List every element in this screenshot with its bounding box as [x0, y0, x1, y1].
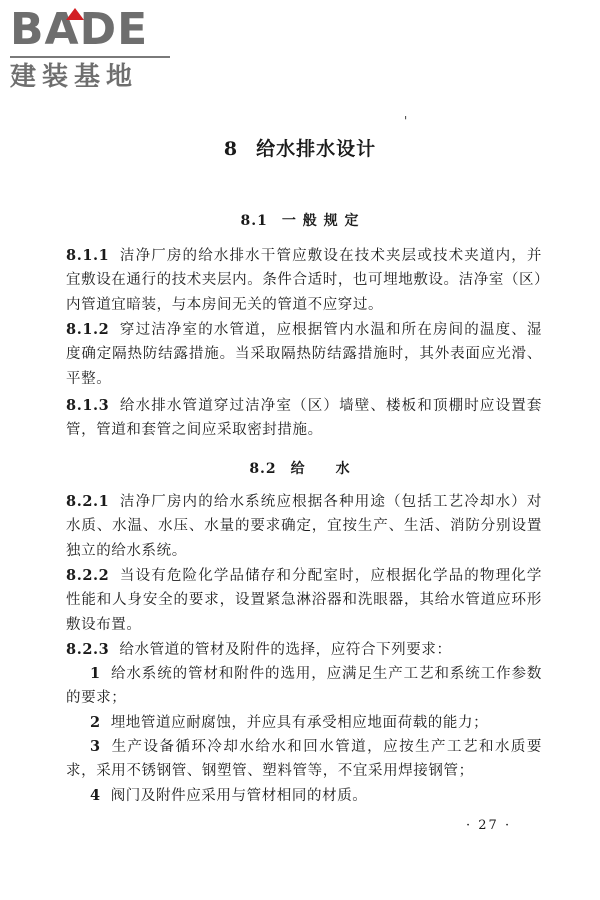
chapter-title-text: 给水排水设计	[256, 138, 377, 160]
list-item	[66, 662, 542, 711]
clause-text: 给水管道的管材及附件的选择，应符合下列要求：	[119, 642, 452, 658]
page-number: · 27 ·	[466, 818, 512, 833]
section-title-text: 给 水	[290, 461, 351, 477]
list-item-text: 给水系统的管材和附件的选用，应满足生产工艺和系统工作参数的要求；	[66, 666, 542, 707]
clause-8-1-1	[66, 244, 542, 317]
stray-mark: '	[404, 114, 408, 128]
list-item-number: 2	[90, 714, 101, 731]
clause-8-1-2	[66, 318, 542, 391]
clause-number: 8.1.3	[66, 397, 110, 414]
clause-8-2-2	[66, 564, 542, 637]
clause-number: 8.2.2	[66, 567, 110, 584]
clause-number: 8.2.1	[66, 493, 110, 510]
logo-word-text: BADE	[10, 4, 149, 55]
clause-8-2-1	[66, 490, 542, 563]
clause-8-1-3	[66, 394, 542, 443]
list-item-number: 1	[90, 665, 101, 682]
logo-subtitle: 建装基地	[10, 62, 139, 92]
clause-number: 8.1.2	[66, 321, 110, 338]
logo-triangle-icon	[66, 8, 84, 20]
clause-text: 洁净厂房内的给水系统应根据各种用途（包括工艺冷却水）对水质、水温、水压、水量的要求确定，宜按生产、生活、消防分别设置独立的给水系统。	[66, 494, 542, 559]
bade-logo	[10, 6, 180, 96]
chapter-number: 8	[223, 138, 239, 160]
list-item	[66, 711, 542, 735]
clause-text: 穿过洁净室的水管道，应根据管内水温和所在房间的温度、湿度确定隔热防结露措施。当采取隔热防结露措施时，其外表面应光滑、平整。	[66, 322, 542, 387]
clause-8-2-3	[66, 638, 542, 662]
list-item	[66, 735, 542, 784]
list-item-number: 3	[90, 738, 101, 755]
clause-text: 给水排水管道穿过洁净室（区）墙壁、楼板和顶棚时应设置套管，管道和套管之间应采取密封措施。	[66, 398, 542, 439]
clause-text: 当设有危险化学品储存和分配室时，应根据化学品的物理化学性能和人身安全的要求，设置紧急淋浴器和洗眼器，其给水管道应环形敷设布置。	[66, 568, 542, 633]
section-title-text: 一 般 规 定	[281, 213, 360, 229]
section-number: 8.1	[240, 213, 268, 229]
list-item-text: 阀门及附件应采用与管材相同的材质。	[110, 788, 368, 804]
section-heading-8-1	[0, 210, 600, 230]
list-item	[66, 784, 542, 808]
list-item-number: 4	[90, 787, 101, 804]
section-heading-8-2	[0, 458, 600, 478]
section-number: 8.2	[249, 461, 277, 477]
logo-wordmark	[10, 6, 148, 54]
clause-number: 8.1.1	[66, 247, 110, 264]
logo-divider	[10, 56, 170, 58]
clause-text: 洁净厂房的给水排水干管应敷设在技术夹层或技术夹道内，并宜敷设在通行的技术夹层内。条件合适时，也可埋地敷设。洁净室（区）内管道宜暗装，与本房间无关的管道不应穿过。	[66, 248, 542, 313]
list-item-text: 埋地管道应耐腐蚀，并应具有承受相应地面荷载的能力；	[110, 715, 489, 731]
list-item-text: 生产设备循环冷却水给水和回水管道，应按生产工艺和水质要求，采用不锈钢管、钢塑管、塑料管等，不宜采用焊接钢管；	[66, 739, 542, 780]
clause-number: 8.2.3	[66, 641, 110, 658]
chapter-title	[0, 134, 600, 161]
